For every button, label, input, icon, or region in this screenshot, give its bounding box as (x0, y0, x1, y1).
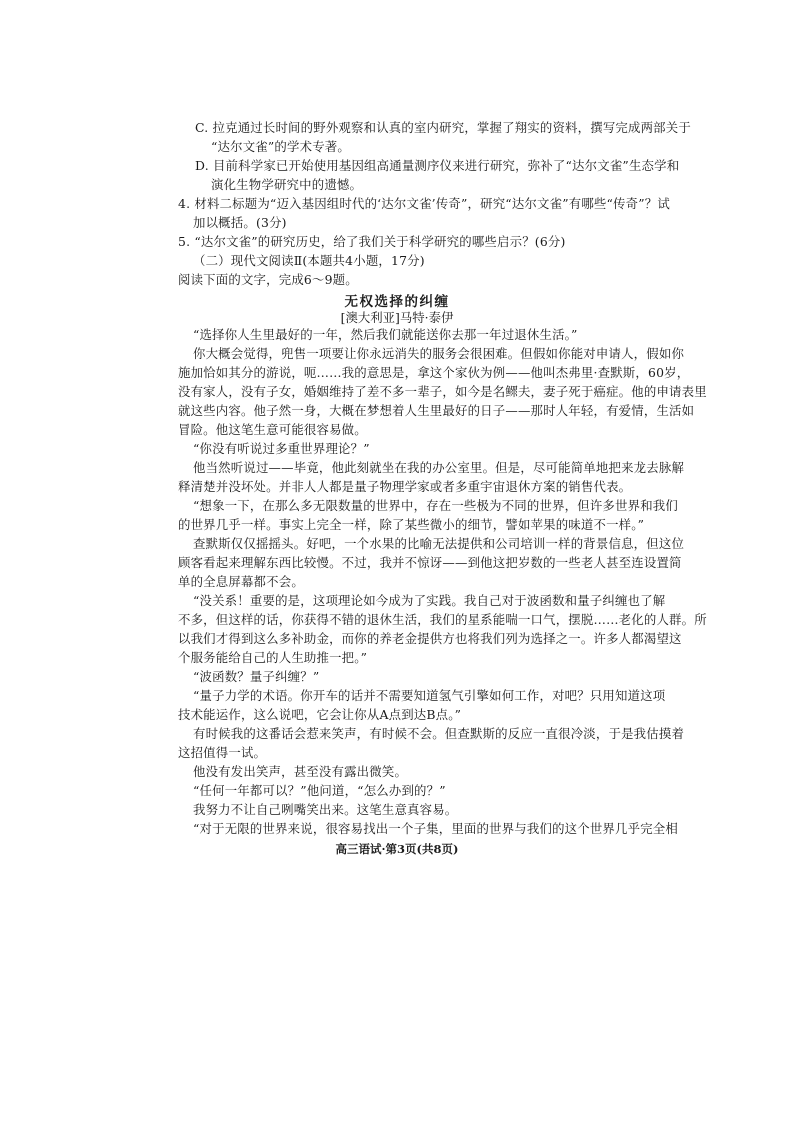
article-line: 有时候我的这番话会惹来笑声，有时候不会。但查默斯的反应一直很冷淡，于是我估摸着 (193, 726, 685, 741)
article-line: “没关系！重要的是，这项理论如今成为了实践。我自己对于波函数和量子纠缠也了解 (193, 593, 666, 608)
article-line: 没有家人，没有子女，婚姻维持了差不多一辈子，如今是名鳏夫，妻子死于癌症。他的申请表里 (178, 384, 707, 399)
article-line: 施加恰如其分的游说，呃……我的意思是，拿这个家伙为例——他叫杰弗里·查默斯，60岁， (178, 365, 690, 380)
article-line: “想象一下，在那么多无限数量的世界中，存在一些极为不同的世界，但许多世界和我们 (193, 498, 678, 513)
article-line: “量子力学的术语。你开车的话并不需要知道氢气引擎如何工作，对吧？只用知道这项 (193, 688, 666, 703)
article-line: 他没有发出笑声，甚至没有露出微笑。 (193, 764, 408, 779)
question-4-line-1: 4. 材料二标题为“迈入基因组时代的‘达尔文雀’传奇”，研究“达尔文雀”有哪些“传奇”？试 (178, 196, 670, 211)
article-line: 他当然听说过——毕竟，他此刻就坐在我的办公室里。但是，尽可能简单地把来龙去脉解 (193, 460, 685, 475)
article-line: 以我们才得到这么多补助金，而你的养老金提供方也将我们列为选择之一。许多人都渴望这 (178, 631, 682, 646)
article-line: “对于无限的世界来说，很容易找出一个子集，里面的世界与我们的这个世界几乎完全相 (193, 821, 678, 836)
article-line: 顾客看起来理解东西比较慢。不过，我并不惊讶——到他这把岁数的一些老人甚至连设置简 (178, 555, 682, 570)
article-line: “波函数？量子纠缠？” (193, 669, 320, 684)
option-d-line-2: 演化生物学研究中的遗憾。 (211, 177, 363, 192)
question-5: 5. “达尔文雀”的研究历史，给了我们关于科学研究的哪些启示？(6分) (178, 234, 566, 249)
article-line: “选择你人生里最好的一年，然后我们就能送你去那一年过退休生活。” (193, 327, 578, 342)
article-line: 就这些内容。他子然一身，大概在梦想着人生里最好的日子——那时人年轻，有爱情，生活如 (178, 403, 695, 418)
article-line: 查默斯仅仅摇摇头。好吧，一个水果的比喻无法提供和公司培训一样的背景信息，但这位 (193, 536, 685, 551)
article-line: 个服务能给自己的人生助推一把。” (178, 650, 368, 665)
option-c-line-2: “达尔文雀”的学术专著。 (211, 139, 350, 154)
article-line: 这招值得一试。 (178, 745, 267, 760)
article-line: “任何一年都可以？”他问道，“怎么办到的？” (193, 783, 446, 798)
section-instruction: 阅读下面的文字，完成6～9题。 (178, 272, 358, 287)
question-4-line-2: 加以概括。(3分) (193, 215, 287, 230)
option-d-line-1: D. 目前科学家已开始使用基因组高通量测序仪来进行研究，弥补了“达尔文雀”生态学和 (195, 158, 680, 173)
article-author: [澳大利亚]马特·泰伊 (340, 310, 454, 325)
article-line: 冒险。他这笔生意可能很容易做。 (178, 422, 367, 437)
article-line: 不多，但这样的话，你获得不错的退休生活，我们的星系能喘一口气，摆脱……老化的人群。所 (178, 612, 707, 627)
article-line: 单的全息屏幕都不会。 (178, 574, 304, 589)
article-line: 技术能运作，这么说吧，它会让你从A点到达B点。” (178, 707, 462, 722)
article-line: 你大概会觉得，兜售一项要让你永远消失的服务会很困难。但假如你能对申请人，假如你 (193, 346, 685, 361)
article-line: “你没有听说过多重世界理论？” (193, 441, 370, 456)
article-line: 释清楚并没坏处。并非人人都是量子物理学家或者多重宇宙退休方案的销售代表。 (178, 479, 632, 494)
option-c-line-1: C. 拉克通过长时间的野外观察和认真的室内研究，掌握了翔实的资料，撰写完成两部关于 (195, 120, 691, 135)
article-title: 无权选择的纠缠 (344, 294, 450, 310)
page-footer: 高三语试·第3页(共8页) (335, 842, 459, 856)
article-line: 我努力不让自己咧嘴笑出来。这笔生意真容易。 (193, 802, 458, 817)
section-header: （二）现代文阅读Ⅱ(本题共4小题，17分) (193, 253, 425, 268)
article-line: 的世界几乎一样。事实上完全一样，除了某些微小的细节，譬如苹果的味道不一样。” (178, 517, 645, 532)
